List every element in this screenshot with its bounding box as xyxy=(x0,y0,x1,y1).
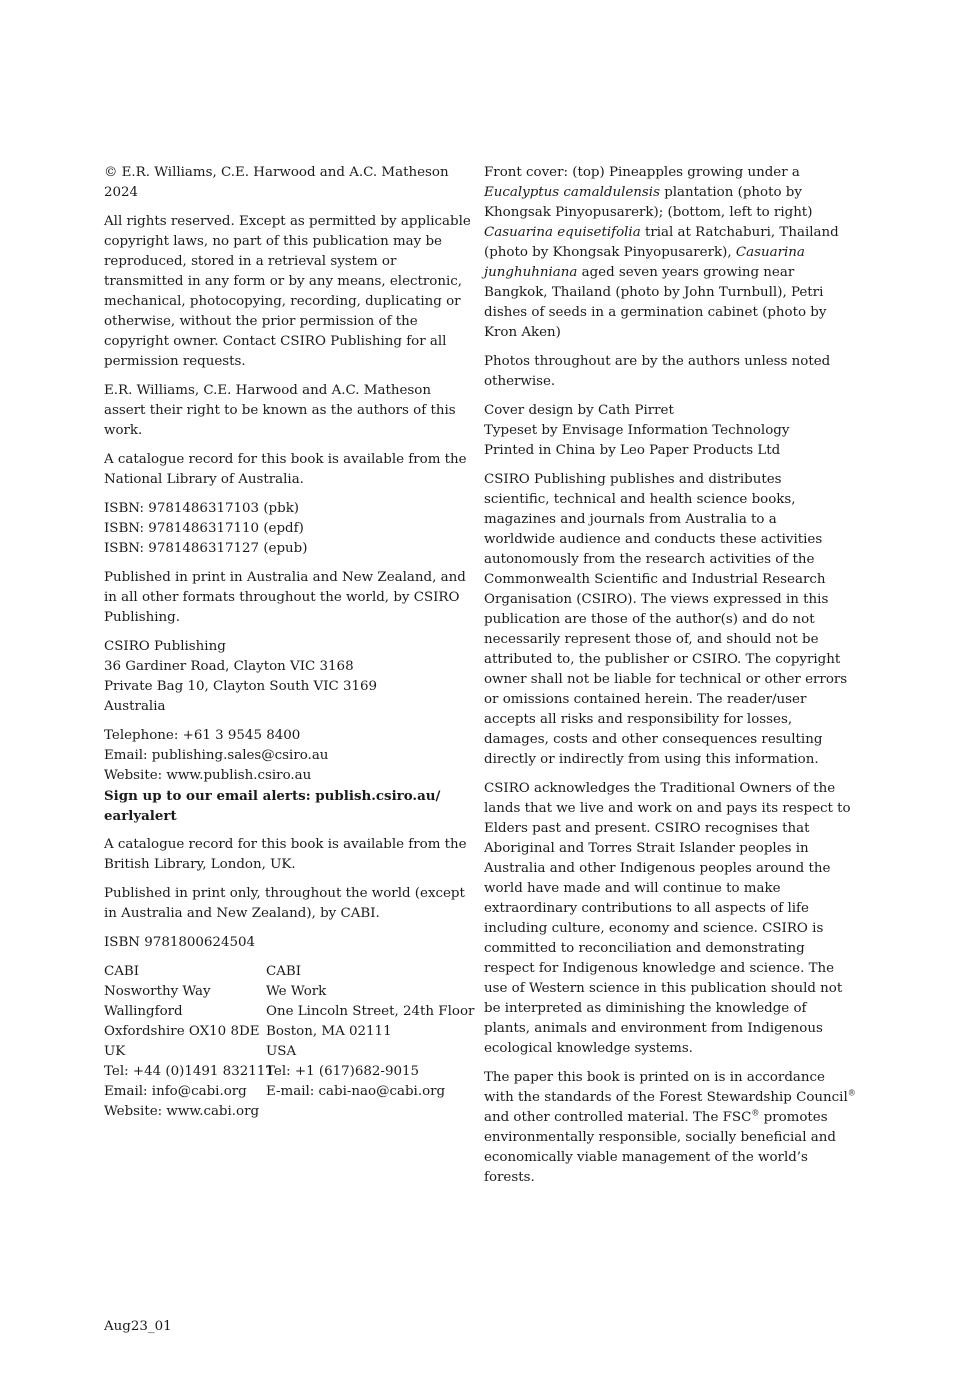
catalogue-nla: A catalogue record for this book is available from the National Library of Australia. xyxy=(104,452,467,487)
cabi-uk-email[interactable]: Email: info@cabi.org xyxy=(104,1084,247,1099)
front-cover-credits: Front cover: (top) Pineapples growing under a Eucalyptus camaldulensis plantation (photo by Khongsak Pinyopusarerk); (bottom, left to right) Casuarina equisetifolia trial at Ratchaburi, Thailand (photo by Khongsak Pinyopusarerk), Casuarina junghuhniana aged seven years growing near Bangkok, Thailand (photo by John Turnbull), Petri dishes of seeds in a germination cabinet (photo by Kron Aken) xyxy=(484,165,839,340)
website-link[interactable]: Website: www.publish.csiro.au xyxy=(104,768,312,783)
csiro-contact xyxy=(104,726,460,826)
isbn-list: ISBN: 9781486317103 (pbk) ISBN: 9781486317110 (epdf) ISBN: 9781486317127 (epub) xyxy=(104,501,308,556)
cabi-addresses xyxy=(104,962,475,1122)
cabi-uk-address: CABI Nosworthy Way Wallingford Oxfordshire OX10 8DE UK Tel: +44 (0)1491 832111 Email: info@cabi.org Website: www.cabi.org xyxy=(104,962,274,1122)
paper-fsc-statement: The paper this book is printed on is in accordance with the standards of the Forest Stewardship Council® and other controlled material. The FSC® promotes environmentally responsible, socially beneficial and economically viable management of the world’s forests. xyxy=(484,1070,856,1185)
right-column xyxy=(484,163,856,1197)
email-alerts-link-cont[interactable]: earlyalert xyxy=(104,808,177,824)
left-column xyxy=(104,163,475,1122)
copyright-notice: © E.R. Williams, C.E. Harwood and A.C. Matheson 2024 xyxy=(104,165,449,200)
rights-statement: All rights reserved. Except as permitted by applicable copyright laws, no part of this publication may be reproduced, stored in a retrieval system or transmitted in any form or by any means, electronic, mechanical, photocopying, recording, duplicating or otherwise, without the prior permission of the copyright owner. Contact CSIRO Publishing for all permission requests. xyxy=(104,214,471,369)
published-cabi: Published in print only, throughout the world (except in Australia and New Zealand), by CABI. xyxy=(104,886,465,921)
isbn-cabi: ISBN 9781800624504 xyxy=(104,935,256,950)
email-link[interactable]: Email: publishing.sales@csiro.au xyxy=(104,748,329,763)
cabi-uk-website[interactable]: Website: www.cabi.org xyxy=(104,1104,260,1119)
telephone: Telephone: +61 3 9545 8400 xyxy=(104,728,301,743)
catalogue-bl: A catalogue record for this book is available from the British Library, London, UK. xyxy=(104,837,467,872)
cabi-us-address: CABI We Work One Lincoln Street, 24th Floor Boston, MA 02111 USA Tel: +1 (617)682-9015 E-mail: cabi-nao@cabi.org xyxy=(266,962,474,1102)
registered-mark: ® xyxy=(847,1088,856,1098)
page-footer-code: Aug23_01 xyxy=(104,1319,172,1334)
acknowledgement-of-country: CSIRO acknowledges the Traditional Owners of the lands that we live and work on and pays its respect to Elders past and present. CSIRO recognises that Aboriginal and Torres Strait Islander peoples in Australia and other Indigenous peoples around the world have made and will continue to make extraordinary contributions to all aspects of life including culture, economy and science. CSIRO is committed to reconciliation and demonstrating respect for Indigenous knowledge and science. The use of Western science in this publication should not be interpreted as diminishing the knowledge of plants, animals and environment from Indigenous ecological knowledge systems. xyxy=(484,781,851,1056)
author-assertion: E.R. Williams, C.E. Harwood and A.C. Matheson assert their right to be known as the authors of this work. xyxy=(104,383,456,438)
email-alerts-link[interactable]: Sign up to our email alerts: publish.csiro.au/ xyxy=(104,788,441,804)
registered-mark: ® xyxy=(751,1108,760,1118)
photos-credit: Photos throughout are by the authors unless noted otherwise. xyxy=(484,354,831,389)
cabi-us-email[interactable]: E-mail: cabi-nao@cabi.org xyxy=(266,1084,446,1099)
published-australia: Published in print in Australia and New Zealand, and in all other formats throughout the world, by CSIRO Publishing. xyxy=(104,570,466,625)
csiro-address: CSIRO Publishing 36 Gardiner Road, Clayton VIC 3168 Private Bag 10, Clayton South VIC 3169 Australia xyxy=(104,639,378,714)
csiro-publishing-disclaimer: CSIRO Publishing publishes and distributes scientific, technical and health science books, magazines and journals from Australia to a worldwide audience and conducts these activities autonomously from the research activities of the Commonwealth Scientific and Industrial Research Organisation (CSIRO). The views expressed in this publication are those of the author(s) and do not necessarily represent those of, and should not be attributed to, the publisher or CSIRO. The copyright owner shall not be liable for technical or other errors or omissions contained herein. The reader/user accepts all risks and responsibility for losses, damages, costs and other consequences resulting directly or indirectly from using this information. xyxy=(484,472,848,767)
production-credits: Cover design by Cath Pirret Typeset by Envisage Information Technology Printed in China by Leo Paper Products Ltd xyxy=(484,403,790,458)
